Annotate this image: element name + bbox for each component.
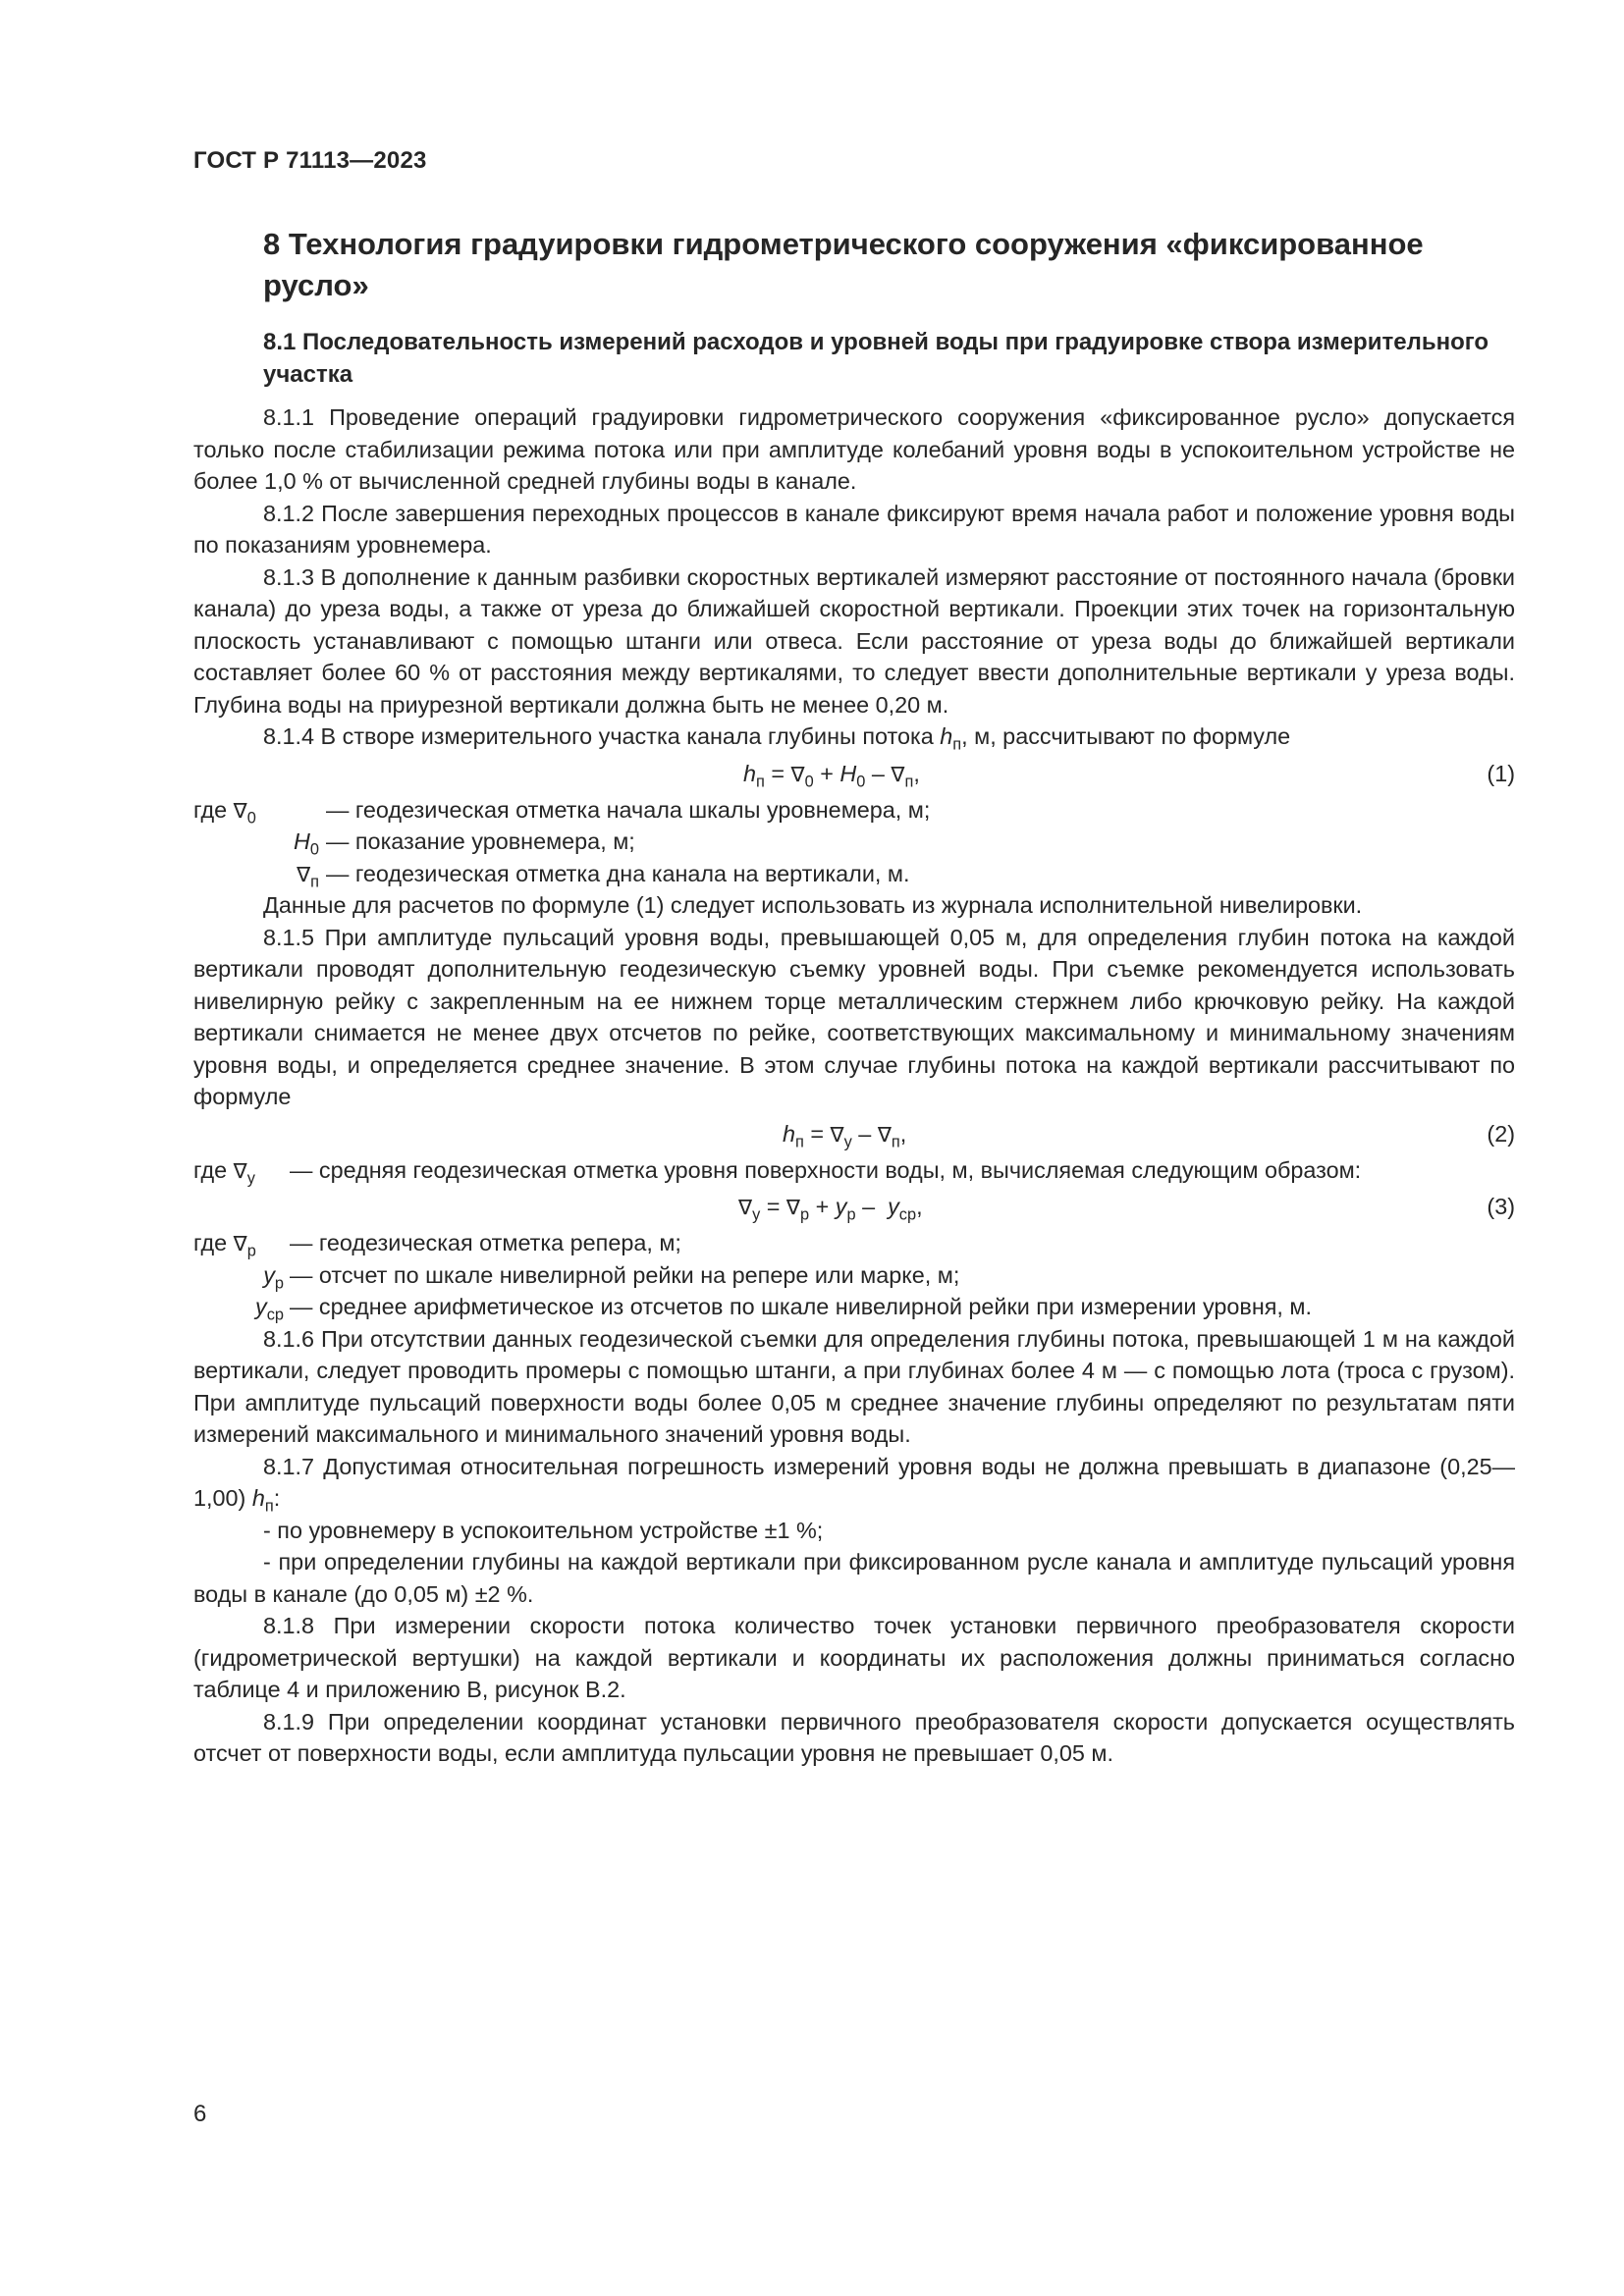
where-3-row-2 <box>193 1259 1515 1292</box>
paragraph-8-1-8: 8.1.8 При измерении скорости потока количество точек установки первичного преобразователя скорости (гидрометрической вертушки) на каждой вертикали и координаты их расположения должны приниматься согласно таблице 4 и приложению В, рисунок В.2. <box>193 1613 1515 1702</box>
where-3-symbol-3: $у_{ср}$ <box>255 1294 284 1324</box>
where-1-symbol-3: $\nabla_п$ <box>297 862 319 891</box>
paragraph-data-note: Данные для расчетов по формуле (1) следует использовать из журнала исполнительной нивелировки. <box>263 892 1363 918</box>
p814-text: 8.1.4 В створе измерительного участка канала глубины потока <box>263 723 941 749</box>
p814-sub: п <box>952 735 962 754</box>
body-text <box>193 401 1515 1770</box>
where-3-desc-3: — среднее арифметическое из отсчетов по шкале нивелирной рейки при измерении уровня, м. <box>290 1294 1313 1319</box>
formula-2-expression: $h_п = \nabla_у - \nabla_п$, <box>783 1120 907 1151</box>
formula-1 <box>193 753 1515 794</box>
formula-2-number: (2) <box>1487 1120 1515 1147</box>
where-2-row-1 <box>193 1154 1515 1187</box>
paragraph-8-1-2: 8.1.2 После завершения переходных процессов в канале фиксируют время начала работ и положение уровня воды по показаниям уровнемера. <box>193 500 1515 558</box>
p814-symbol: h <box>940 723 953 749</box>
where-3-label: где $\nabla_р$ <box>193 1230 256 1260</box>
formula-1-number: (1) <box>1487 760 1515 786</box>
paragraph-8-1-7 <box>193 1451 1515 1515</box>
where-3-row-3 <box>193 1291 1515 1323</box>
subsection-title: 8.1 Последовательность измерений расходов и уровней воды при градуировке створа измерительного участка <box>263 329 1489 388</box>
list-item-2: - при определении глубины на каждой вертикали при фиксированном русле канала и амплитуде пульсаций уровня воды в канале (до 0,05 м) ±2 %. <box>193 1549 1515 1607</box>
where-1-row-3 <box>193 858 1515 890</box>
list-item-1: - по уровнемеру в успокоительном устройстве ±1 %; <box>263 1517 824 1543</box>
paragraph-8-1-1: 8.1.1 Проведение операций градуировки гидрометрического сооружения «фиксированное русло» допускается только после стабилизации режима потока или при амплитуде колебаний уровня воды в успокоительном устройстве не более 1,0 % от вычисленной средней глубины воды в канале. <box>193 404 1515 494</box>
formula-3-number: (3) <box>1487 1194 1515 1219</box>
where-3-row-1 <box>193 1227 1515 1259</box>
p817-symbol: h <box>251 1485 265 1511</box>
paragraph-8-1-4 <box>193 721 1515 753</box>
where-3-symbol-2: $у_р$ <box>263 1261 284 1293</box>
paragraph-8-1-9: 8.1.9 При определении координат установки первичного преобразователя скорости допускается осуществлять отсчет от поверхности воды, если амплитуда пульсации уровня не превышает 0,05 м. <box>193 1708 1515 1766</box>
page-number: 6 <box>193 2101 207 2127</box>
where-1-desc-2: — показание уровнемера, м; <box>326 828 635 854</box>
formula-2 <box>193 1113 1515 1154</box>
p817-tail: : <box>273 1485 281 1511</box>
formula-1-expression: $h_п = \nabla_0 + H_0 - \nabla_п$, <box>743 760 920 791</box>
where-3-desc-1: — геодезическая отметка репера, м; <box>290 1230 681 1255</box>
where-1-row-1 <box>193 794 1515 827</box>
where-2-desc-1: — средняя геодезическая отметка уровня поверхности воды, м, вычисляемая следующим образом: <box>290 1156 1362 1183</box>
paragraph-8-1-6: 8.1.6 При отсутствии данных геодезической съемки для определения глубины потока, превышающей 1 м на каждой вертикали, следует проводить промеры с помощью штанги, а при глубинах более 4 м — с помощью лота (троса с грузом). При амплитуде пульсаций поверхности воды более 0,05 м среднее значение глубины определяют по результатам пяти измерений максимального и минимального значений уровня воды. <box>193 1325 1515 1447</box>
where-1-label: где $\nabla_0$ <box>193 796 256 828</box>
p817-sub: п <box>264 1497 274 1516</box>
formula-3 <box>193 1186 1515 1227</box>
paragraph-8-1-3: 8.1.3 В дополнение к данным разбивки скоростных вертикалей измеряют расстояние от постоянного начала (бровки канала) до уреза воды, а также от уреза до ближайшей скоростной вертикали. Проекции этих точек на горизонтальную плоскость устанавливают с помощью штанги или отвеса. Если расстояние от уреза воды до ближайшей вертикали составляет более 60 % от расстояния между вертикалями, то следует ввести дополнительные вертикали у уреза воды. Глубина воды на приурезной вертикали должна быть не менее 0,20 м. <box>193 563 1515 718</box>
formula-3-expression: $\nabla_у = \nabla_р + у_р - у_{ср}$, <box>738 1194 923 1224</box>
p817-text: 8.1.7 Допустимая относительная погрешность измерений уровня воды не должна превышать в диапазоне (0,25—1,00) <box>193 1453 1515 1511</box>
paragraph-8-1-5: 8.1.5 При амплитуде пульсаций уровня воды, превышающей 0,05 м, для определения глубин потока на каждой вертикали проводят дополнительную геодезическую съемку уровней воды. При съемке рекомендуется использовать нивелирную рейку с закрепленным на ее нижнем торце металлическим стержнем либо крючковую рейку. На каждой вертикали снимается не менее двух отсчетов по рейке, соответствующих максимальному и минимальному значениям уровня воды, и определяется среднее значение. В этом случае глубины потока на каждой вертикали рассчитывают по формуле <box>193 924 1515 1109</box>
where-1-desc-3: — геодезическая отметка дна канала на вертикали, м. <box>326 860 910 886</box>
where-1-symbol-2: $H_0$ <box>293 828 319 859</box>
section-title: 8 Технология градуировки гидрометрического сооружения «фиксированное русло» <box>263 227 1424 302</box>
where-1-row-2 <box>193 826 1515 858</box>
p814-tail: , м, рассчитывают по формуле <box>961 723 1291 749</box>
standard-header: ГОСТ Р 71113—2023 <box>193 147 427 174</box>
where-3-desc-2: — отсчет по шкале нивелирной рейки на репере или марке, м; <box>290 1261 960 1288</box>
where-2-label: где $\nabla_у$ <box>193 1156 255 1188</box>
where-1-desc-1: — геодезическая отметка начала шкалы уровнемера, м; <box>326 796 931 823</box>
